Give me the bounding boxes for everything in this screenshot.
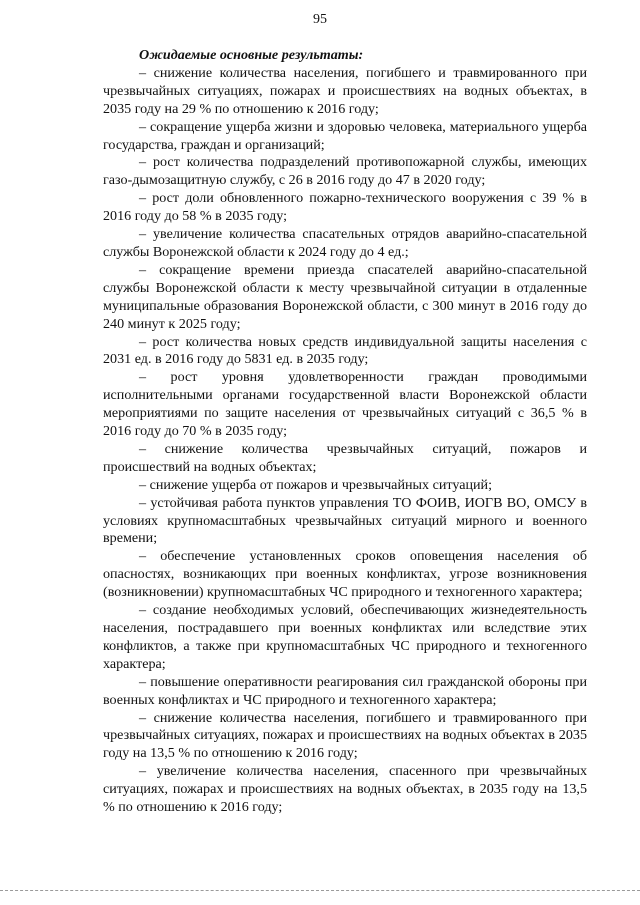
result-item: – снижение ущерба от пожаров и чрезвычайных ситуаций; xyxy=(139,476,492,493)
result-item: – увеличение количества спасательных отрядов аварийно-спасательной службы Воронежской области к 2024 году до 4 ед.; xyxy=(103,226,587,260)
scan-bottom-edge-line xyxy=(0,890,640,891)
result-item: – увеличение количества населения, спасенного при чрезвычайных ситуациях, пожарах и происшествиях на водных объектах, в 2035 году на 13,5 % по отношению к 2016 году; xyxy=(103,763,587,816)
section-heading: Ожидаемые основные результаты: xyxy=(139,47,364,63)
page-number: 95 xyxy=(313,12,327,27)
result-item: – рост количества новых средств индивидуальной защиты населения с 2031 ед. в 2016 году до 5831 ед. в 2035 году; xyxy=(103,333,587,368)
result-item: – рост доли обновленного пожарно-технического вооружения с 39 % в 2016 году до 58 % в 2035 году; xyxy=(103,190,587,225)
result-item: – создание необходимых условий, обеспечивающих жизнедеятельность населения, пострадавшего при военных конфликтах или вследствие этих конфликтов, а также при крупномасштабных ЧС природного и техногенного характера; xyxy=(103,602,587,672)
result-item: – устойчивая работа пунктов управления ТО ФОИВ, ИОГВ ВО, ОМСУ в условиях крупномасштабных чрезвычайных ситуаций мирного и военного времени; xyxy=(103,494,587,547)
result-item: – обеспечение установленных сроков оповещения населения об опасностях, возникающих при военных конфликтах, угрозе возникновения (возникновении) крупномасштабных ЧС природного и техногенного характера; xyxy=(103,548,587,601)
result-item: – снижение количества населения, погибшего и травмированного при чрезвычайных ситуациях, пожарах и происшествиях на водных объектах в 2035 году на 13,5 % по отношению к 2016 году; xyxy=(103,709,587,762)
result-item: – рост количества подразделений противопожарной службы, имеющих газо-дымозащитную службу, с 26 в 2016 году до 47 в 2020 году; xyxy=(103,154,587,189)
expected-results-section xyxy=(103,47,587,817)
result-item: – снижение количества чрезвычайных ситуаций, пожаров и происшествий на водных объектах; xyxy=(103,440,587,475)
result-item: – рост уровня удовлетворенности граждан проводимыми исполнительными органами государственной власти Воронежской области мероприятиями по защите населения от чрезвычайных ситуаций с 36,5 % в 2016 году до 70 % в 2035 году; xyxy=(103,369,587,440)
result-item: – сокращение ущерба жизни и здоровью человека, материального ущерба государства, граждан и организаций; xyxy=(103,118,587,153)
result-item: – сокращение времени приезда спасателей аварийно-спасательной службы Воронежской области к месту чрезвычайной ситуации в отдаленные муниципальные образования Воронежской области, с 300 минут в 2016 году до 240 минут к 2025 году; xyxy=(103,261,587,332)
result-item: – снижение количества населения, погибшего и травмированного при чрезвычайных ситуациях, пожарах и происшествиях на водных объектах, в 2035 году на 29 % по отношению к 2016 году; xyxy=(103,64,587,117)
result-item: – повышение оперативности реагирования сил гражданской обороны при военных конфликтах и ЧС природного и техногенного характера; xyxy=(103,673,587,708)
